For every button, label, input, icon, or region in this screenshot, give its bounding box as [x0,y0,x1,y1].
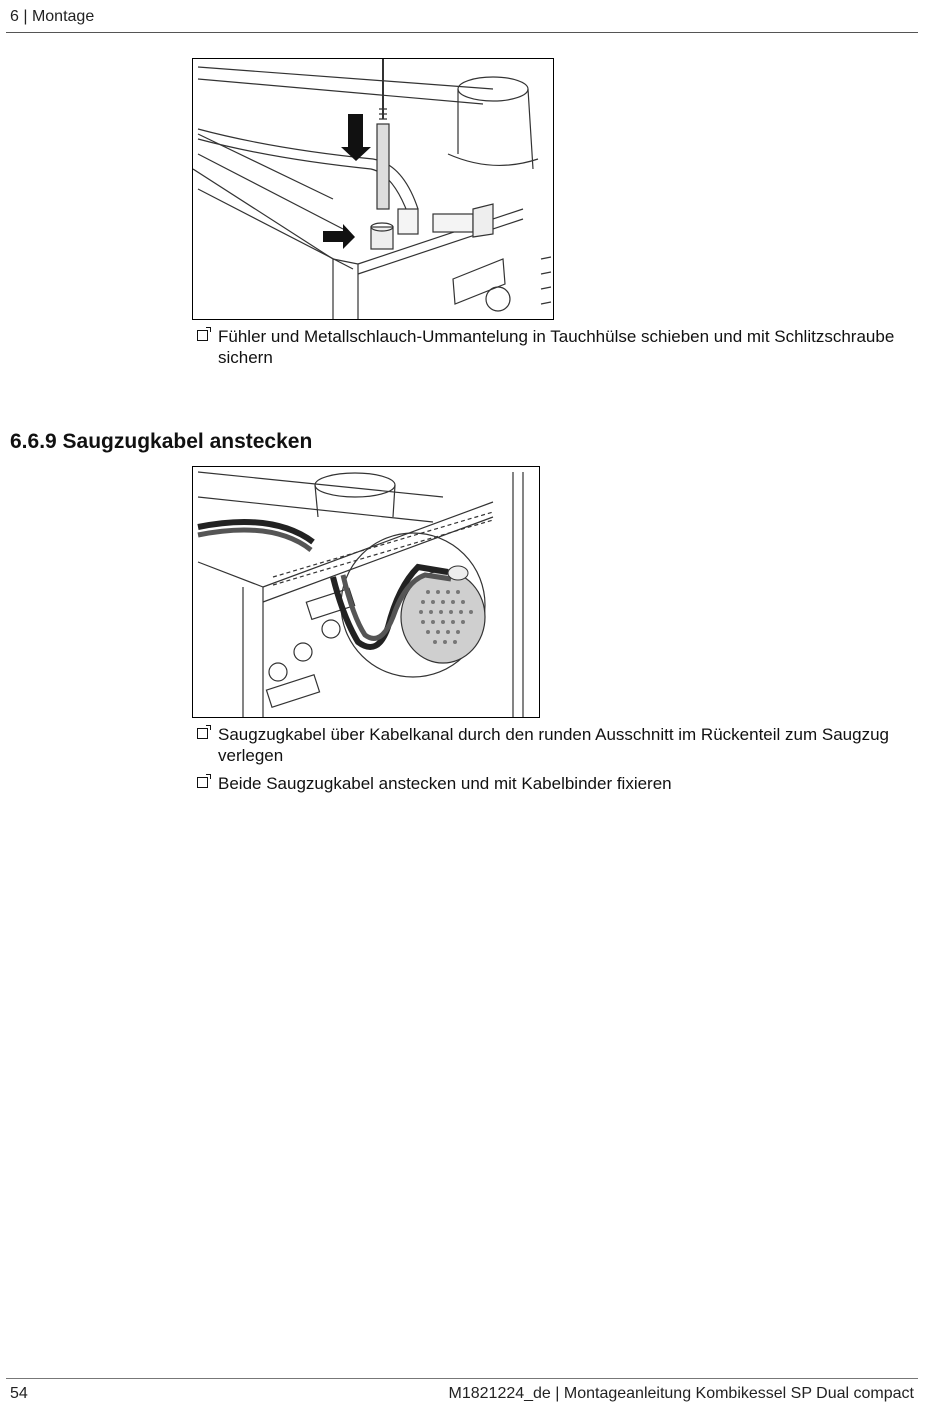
exhaust-fan-cable-illustration [193,467,539,717]
header-divider [6,32,918,33]
steps-list-cable [196,724,896,801]
sensor-insertion-illustration [193,59,553,319]
document-title: M1821224_de | Montageanleitung Kombikessel SP Dual compact [448,1385,914,1402]
checkbox-icon [197,777,208,788]
footer-divider [6,1378,918,1379]
figure-sensor-insertion [192,58,554,320]
checkbox-icon [197,330,208,341]
step-item [196,773,896,794]
step-text: Beide Saugzugkabel anstecken und mit Kabelbinder fixieren [218,774,672,793]
checkbox-icon [197,728,208,739]
page-header: 6 | Montage [10,8,95,25]
step-text: Fühler und Metallschlauch-Ummantelung in Tauchhülse schieben und mit Schlitzschraube sichern [218,327,895,367]
figure-exhaust-fan-cable [192,466,540,718]
step-item [196,326,896,368]
step-item [196,724,896,766]
page-number: 54 [10,1385,28,1402]
step-text: Saugzugkabel über Kabelkanal durch den runden Ausschnitt im Rückenteil zum Saugzug verlegen [218,725,889,765]
section-heading: 6.6.9 Saugzugkabel anstecken [10,430,313,453]
steps-list-sensor [196,326,896,375]
